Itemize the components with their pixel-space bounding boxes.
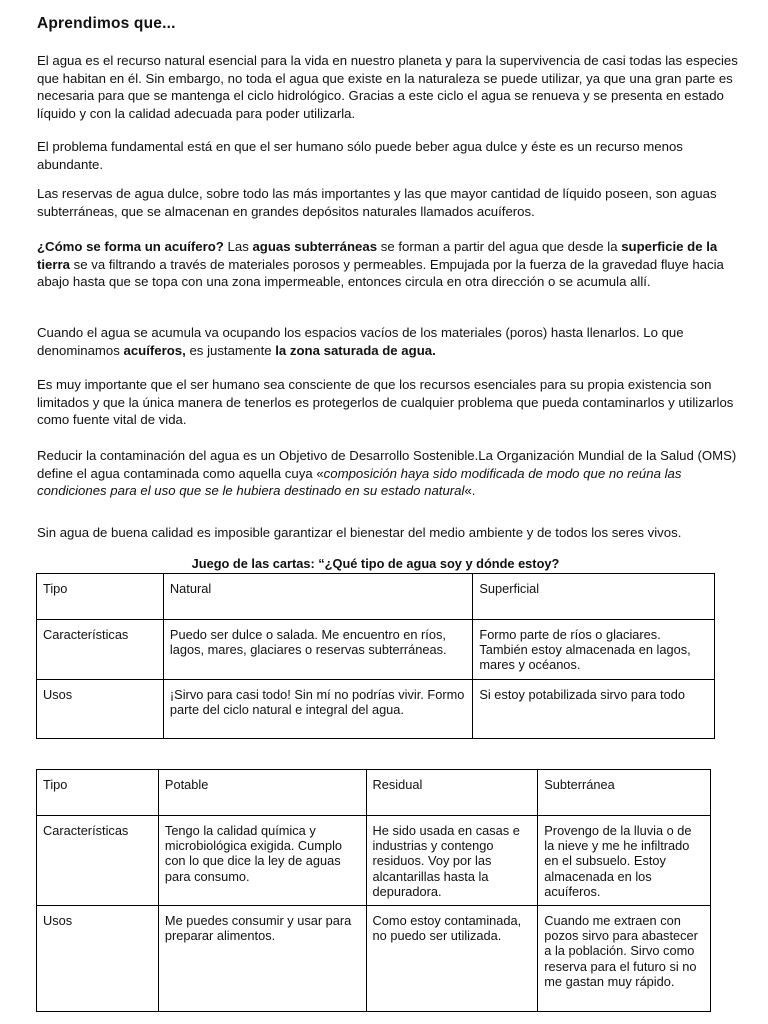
table-cell: Provengo de la lluvia o de la nieve y me he infiltrado en el subsuelo. Estoy almacenada en los acuíferos.	[538, 816, 711, 906]
bold-term: la zona saturada de agua.	[275, 342, 436, 358]
table-cell: Tengo la calidad química y microbiológica exigida. Cumplo con lo que dice la ley de aguas para consumo.	[158, 816, 366, 906]
table-cell: He sido usada en casas e industrias y contengo residuos. Voy por las alcantarillas hasta la depuradora.	[366, 816, 538, 906]
table-cell: Tipo	[37, 574, 164, 620]
paragraph-acuifero	[37, 238, 742, 291]
text-segment: es justamente	[185, 342, 276, 358]
bold-term: aguas subterráneas	[252, 239, 378, 254]
paragraph-problema: El problema fundamental está en que el ser humano sólo puede beber agua dulce y éste es un recurso menos abundante.	[37, 139, 683, 172]
table-cell: Puedo ser dulce o salada. Me encuentro en ríos, lagos, mares, glaciares o reservas subterráneas.	[163, 620, 472, 680]
text-segment: Reducir la contaminación del agua es un Objetivo de Desarrollo Sostenible.La Organización Mundial de la Salud (OMS) define el agua contaminada como aquella cuya «	[37, 448, 737, 481]
text-segment: se forman a partir del agua que desde la	[377, 239, 622, 254]
table-cell: Formo parte de ríos o glaciares. También estoy almacenada en lagos, mares y océanos.	[473, 620, 715, 680]
text-segment: «.	[464, 483, 476, 499]
table-cell: Residual	[366, 770, 538, 816]
text-segment: Cuando el agua se acumula va ocupando los espacios vacíos de los materiales (poros) hasta llenarlos. Lo que denominamos	[37, 325, 684, 358]
table-cell: Características	[37, 816, 159, 906]
table-cell: Tipo	[37, 770, 159, 816]
paragraph-reservas: Las reservas de agua dulce, sobre todo las más importantes y las que mayor cantidad de líquido poseen, son aguas subterráneas, que se almacenan en grandes depósitos naturales llamados acuíferos.	[37, 186, 717, 219]
table-cell: ¡Sirvo para casi todo! Sin mí no podrías vivir. Formo parte del ciclo natural e integral del agua.	[163, 680, 472, 739]
page-title: Aprendimos que...	[37, 15, 176, 32]
table-cell: Potable	[158, 770, 366, 816]
table-cell: Natural	[163, 574, 472, 620]
table-row	[37, 620, 715, 680]
bold-term: superficie de la tierra	[37, 239, 718, 272]
table-cell: Cuando me extraen con pozos sirvo para abastecer a la población. Sirvo como reserva para el futuro si no me gastan muy rápido.	[538, 906, 711, 1012]
paragraph-agua-recurso: El agua es el recurso natural esencial para la vida en nuestro planeta y para la supervivencia de casi todas las especies que habitan en él. Sin embargo, no toda el agua que existe en la naturaleza se puede utilizar, ya que una gran parte es necesaria para que se mantenga el ciclo hidrológico. Gracias a este ciclo el agua se renueva y se presenta en estado líquido y con la calidad adecuada para poder utilizarla.	[37, 53, 738, 121]
paragraph-poros	[37, 324, 742, 359]
table-cell: Como estoy contaminada, no puedo ser utilizada.	[366, 906, 538, 1012]
bold-term: acuíferos,	[123, 342, 186, 358]
table-row	[37, 770, 711, 816]
table-row	[37, 680, 715, 739]
table-row	[37, 574, 715, 620]
table-cell: Si estoy potabilizada sirvo para todo	[473, 680, 715, 739]
table-cell: Me puedes consumir y usar para preparar alimentos.	[158, 906, 366, 1012]
paragraph-calidad: Sin agua de buena calidad es imposible garantizar el bienestar del medio ambiente y de todos los seres vivos.	[37, 525, 682, 540]
text-segment: se va filtrando a través de materiales porosos y permeables. Empujada por la fuerza de la gravedad fluye hacia abajo hasta que se topa con una zona impermeable, entonces circula en otra dirección o se acumula allí.	[37, 256, 724, 290]
table-row	[37, 906, 711, 1012]
table-cell: Características	[37, 620, 164, 680]
water-cards-table-1	[36, 573, 715, 739]
text-segment: Las	[223, 239, 253, 254]
table-caption: Juego de las cartas: “¿Qué tipo de agua soy y dónde estoy?	[191, 556, 560, 571]
acuifero-question: ¿Cómo se forma un acuífero?	[37, 239, 224, 254]
table-cell: Superficial	[473, 574, 715, 620]
water-cards-table-2	[36, 769, 711, 1012]
table-cell: Usos	[37, 906, 159, 1012]
table-cell: Usos	[37, 680, 164, 739]
italic-quote: composición haya sido modificada de modo que no reúna las condiciones para el uso que se le hubiera destinado en su estado natural	[37, 465, 682, 499]
table-cell: Subterránea	[538, 770, 711, 816]
paragraph-consciente: Es muy importante que el ser humano sea consciente de que los recursos esenciales para su propia existencia son limitados y que la única manera de tenerlos es protegerlos de cualquier problema que pueda contaminarlos y utilizarlos como fuente vital de vida.	[37, 377, 734, 428]
paragraph-contaminacion	[37, 447, 742, 500]
table-row	[37, 816, 711, 906]
